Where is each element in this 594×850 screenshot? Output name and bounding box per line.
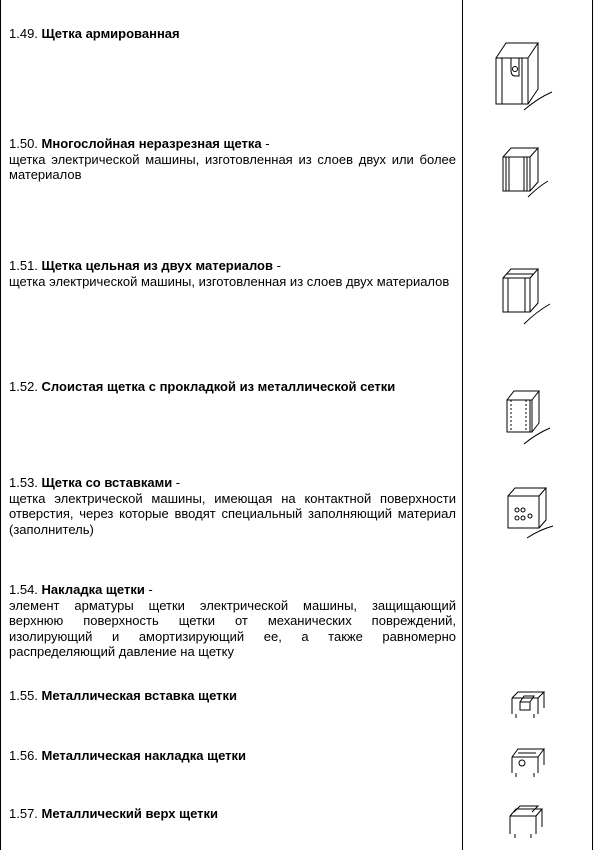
entry-term: Щетка армированная bbox=[41, 26, 180, 41]
entry-1-54 bbox=[9, 582, 456, 660]
entry-1-56 bbox=[9, 748, 456, 764]
column-divider-line bbox=[462, 0, 463, 850]
entry-1-49 bbox=[9, 26, 456, 42]
entry-title bbox=[9, 379, 456, 395]
entry-definition: щетка электрической машины, изготовленная из слоев двух или более материалов bbox=[9, 151, 456, 182]
entry-term: Металлический верх щетки bbox=[41, 806, 219, 821]
mesh-layered-brush-icon bbox=[504, 386, 552, 446]
entry-number: 1.49. bbox=[9, 26, 38, 41]
entry-term: Накладка щетки bbox=[41, 582, 145, 597]
entry-definition: элемент арматуры щетки электрической машины, защищающий верхнюю поверхность щетки от механических повреждений, изолирующий и амортизирующий ее, а также равномерно распределяющий давление на щетку bbox=[9, 597, 456, 659]
entry-number: 1.56. bbox=[9, 748, 38, 763]
multilayer-brush-icon bbox=[500, 143, 552, 199]
entry-number: 1.54. bbox=[9, 582, 38, 597]
entry-1-51 bbox=[9, 258, 456, 289]
entry-dash: - bbox=[172, 475, 181, 490]
entry-definition: щетка электрической машины, имеющая на контактной поверхности отверстия, через которые вводят специальный заполняющий материал (заполнитель) bbox=[9, 490, 456, 537]
entry-title bbox=[9, 26, 456, 42]
entry-term: Щетка со вставками bbox=[41, 475, 173, 490]
metal-cap-icon bbox=[508, 743, 550, 779]
entry-title bbox=[9, 582, 456, 598]
metal-insert-icon bbox=[508, 684, 550, 720]
entry-number: 1.55. bbox=[9, 688, 38, 703]
entry-dash: - bbox=[144, 582, 153, 597]
left-border-line bbox=[0, 0, 1, 850]
entry-title bbox=[9, 806, 456, 822]
entry-number: 1.50. bbox=[9, 136, 38, 151]
entry-term: Металлическая накладка щетки bbox=[41, 748, 247, 763]
entry-definition: щетка электрической машины, изготовленная из слоев двух материалов bbox=[9, 273, 450, 289]
entry-term: Многослойная неразрезная щетка bbox=[41, 136, 262, 151]
entry-1-55 bbox=[9, 688, 456, 704]
entry-1-52 bbox=[9, 379, 456, 395]
metal-top-icon bbox=[506, 800, 550, 840]
entry-1-53 bbox=[9, 475, 456, 537]
entry-number: 1.51. bbox=[9, 258, 38, 273]
entry-title bbox=[9, 258, 456, 274]
entry-title bbox=[9, 688, 456, 704]
entry-title bbox=[9, 136, 456, 152]
entry-number: 1.53. bbox=[9, 475, 38, 490]
inserts-brush-icon bbox=[503, 482, 555, 540]
two-material-brush-icon bbox=[500, 264, 552, 326]
entry-dash: - bbox=[261, 136, 270, 151]
entry-number: 1.57. bbox=[9, 806, 38, 821]
entry-1-57 bbox=[9, 806, 456, 822]
entry-title bbox=[9, 475, 456, 491]
entry-term: Слоистая щетка с прокладкой из металлической сетки bbox=[41, 379, 396, 394]
entry-1-50 bbox=[9, 136, 456, 183]
entry-number: 1.52. bbox=[9, 379, 38, 394]
reinforced-brush-icon bbox=[492, 36, 554, 114]
entry-title bbox=[9, 748, 456, 764]
entry-term: Щетка цельная из двух материалов bbox=[41, 258, 273, 273]
right-border-line bbox=[592, 0, 593, 850]
entry-dash: - bbox=[273, 258, 281, 273]
entry-term: Металлическая вставка щетки bbox=[41, 688, 238, 703]
